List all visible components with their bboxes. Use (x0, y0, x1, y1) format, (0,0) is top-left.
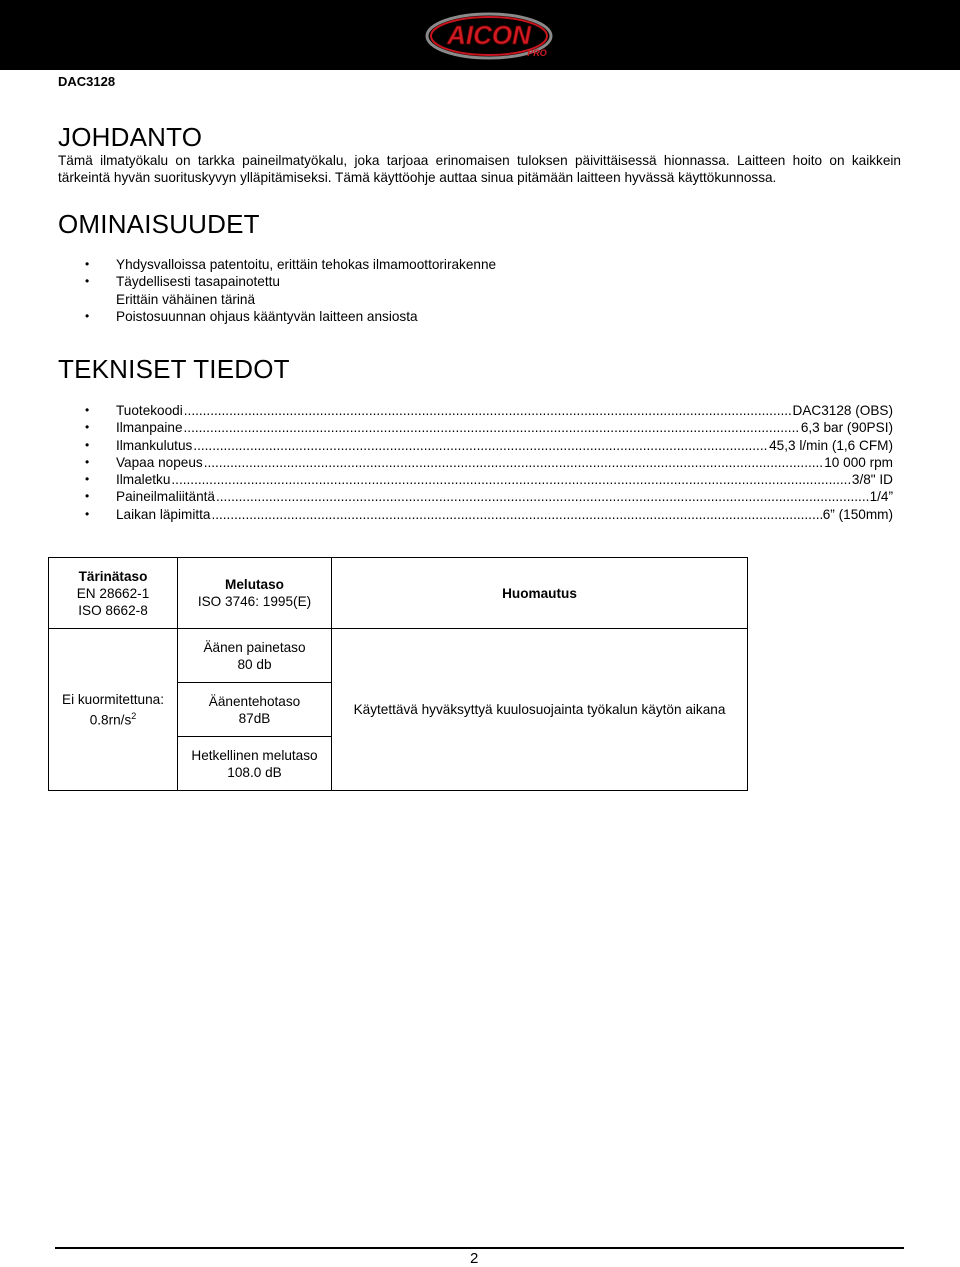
list-item: • Täydellisesti tasapainotettu (85, 274, 280, 290)
specs-heading: TEKNISET TIEDOT (58, 354, 290, 384)
noise-header-cell: Melutaso ISO 3746: 1995(E) (178, 558, 332, 629)
spec-row: • Paineilmaliitäntä ..... 1/4” (85, 488, 893, 505)
bullet-icon: • (85, 489, 90, 504)
spec-row: • Ilmanpaine ..... 6,3 bar (90PSI) (85, 419, 893, 436)
spec-row: • Tuotekoodi ..... DAC3128 (OBS) (85, 402, 893, 419)
bullet-icon: • (85, 420, 90, 435)
features-list (85, 256, 496, 325)
svg-text:PRO: PRO (527, 48, 547, 58)
features-heading: OMINAISUUDET (58, 209, 260, 239)
specs-list (85, 402, 893, 523)
note-header-cell: Huomautus (332, 558, 748, 629)
list-item: • Poistosuunnan ohjaus kääntyvän laitteen ansiosta (85, 308, 418, 324)
spec-row: • Laikan läpimitta ..... 6” (150mm) (85, 506, 893, 523)
note-cell: Käytettävä hyväksyttyä kuulosuojainta työkalun käytön aikana (332, 629, 748, 791)
sound-pressure-cell: Äänen painetaso 80 db (178, 629, 332, 683)
footer-divider (55, 1247, 904, 1249)
peak-noise-cell: Hetkellinen melutaso 108.0 dB (178, 737, 332, 791)
bullet-icon: • (85, 274, 90, 289)
list-item: • Yhdysvalloissa patentoitu, erittäin tehokas ilmamoottorirakenne (85, 257, 497, 272)
bullet-icon: • (85, 506, 90, 521)
page-number: 2 (470, 1250, 479, 1267)
spec-row: • Ilmaletku ..... 3/8" ID (85, 471, 893, 488)
bullet-icon: • (85, 472, 90, 487)
bullet-icon: • (85, 308, 90, 323)
aicon-logo (425, 6, 557, 64)
bullet-icon: • (85, 403, 90, 417)
vibration-header-cell: Tärinätaso EN 28662-1 ISO 8662-8 (49, 558, 178, 629)
spec-row: • Vapaa nopeus ..... 10 000 rpm (85, 454, 893, 471)
spec-row: • Ilmankulutus ..... 45,3 l/min (1,6 CFM) (85, 437, 893, 454)
intro-heading: JOHDANTO (58, 122, 203, 152)
bullet-icon: • (85, 437, 90, 452)
noise-vibration-table (48, 557, 748, 791)
list-item: Erittäin vähäinen tärinä (116, 291, 256, 307)
sound-power-cell: Äänentehotaso 87dB (178, 683, 332, 737)
intro-text: Tämä ilmatyökalu on tarkka paineilmatyökalu, joka tarjoaa erinomaisen tuloksen päivittäisessä hionnassa. Laitteen hoito on kaikkein tärkeintä hyvän suorituskyvyn ylläpitämiseksi. Tämä käyttöohje auttaa sinua pitämään laitteen hyvässä käyttökunnossa. (58, 153, 901, 185)
vibration-value-cell: Ei kuormitettuna: $0.8rn/s^2$ (49, 629, 178, 791)
bullet-icon: • (85, 454, 90, 469)
document-code: DAC3128 (58, 74, 116, 89)
svg-text:AICON: AICON (447, 20, 531, 50)
header-bar (0, 0, 960, 70)
bullet-icon: • (85, 257, 90, 271)
